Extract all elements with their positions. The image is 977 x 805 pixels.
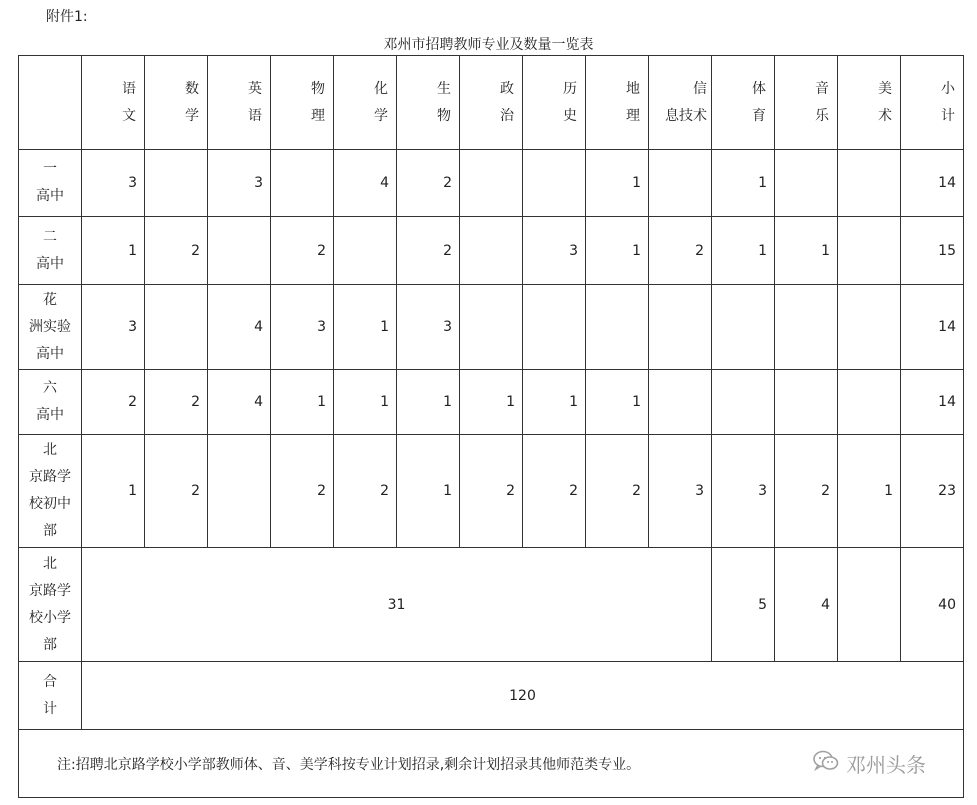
table-cell: 2 (145, 217, 208, 285)
table-cell (838, 150, 901, 217)
table-cell (523, 150, 586, 217)
table-cell (460, 217, 523, 285)
total-row (19, 662, 964, 730)
table-cell: 3 (397, 285, 460, 370)
table-cell: 2 (775, 435, 838, 548)
table-cell: 14 (901, 370, 964, 435)
table-cell: 40 (901, 548, 964, 662)
header-cell: 音 乐 (775, 56, 838, 150)
row-label: 花 洲实验 高中 (19, 285, 82, 370)
table-cell: 2 (460, 435, 523, 548)
table-cell (838, 370, 901, 435)
table-title: 邓州市招聘教师专业及数量一览表 (383, 37, 594, 53)
table-cell (649, 150, 712, 217)
table-cell: 15 (901, 217, 964, 285)
table-cell: 2 (397, 150, 460, 217)
table-cell: 2 (523, 435, 586, 548)
table-cell: 3 (208, 150, 271, 217)
table-cell: 1 (334, 285, 397, 370)
table-cell (460, 150, 523, 217)
table-cell: 4 (208, 285, 271, 370)
header-cell: 物 理 (271, 56, 334, 150)
table-cell: 14 (901, 150, 964, 217)
table-cell: 14 (901, 285, 964, 370)
table-cell: 4 (334, 150, 397, 217)
row-label: 北 京路学 校初中 部 (19, 435, 82, 548)
table-cell (586, 285, 649, 370)
table-cell (523, 285, 586, 370)
table-row (19, 285, 964, 370)
table-cell: 2 (271, 435, 334, 548)
table-cell (775, 370, 838, 435)
table-row (19, 370, 964, 435)
table-cell: 23 (901, 435, 964, 548)
table-cell (838, 285, 901, 370)
table-cell: 3 (82, 150, 145, 217)
header-cell: 英 语 (208, 56, 271, 150)
table-cell (208, 435, 271, 548)
table-cell: 2 (82, 370, 145, 435)
header-cell: 美 术 (838, 56, 901, 150)
header-cell: 语 文 (82, 56, 145, 150)
table-cell: 2 (397, 217, 460, 285)
table-cell: 1 (334, 370, 397, 435)
table-cell: 3 (712, 435, 775, 548)
table-cell: 1 (586, 370, 649, 435)
table-cell: 1 (397, 435, 460, 548)
header-cell: 信 息技术 (649, 56, 712, 150)
row-label: 二 高中 (19, 217, 82, 285)
row-label: 一 高中 (19, 150, 82, 217)
table-cell (838, 217, 901, 285)
table-cell: 1 (397, 370, 460, 435)
table-cell (712, 370, 775, 435)
total-cell: 120 (82, 662, 964, 730)
header-row (19, 56, 964, 150)
table-cell (208, 217, 271, 285)
table-cell: 2 (145, 435, 208, 548)
header-cell: 生 物 (397, 56, 460, 150)
row-label: 北 京路学 校小学 部 (19, 548, 82, 662)
table-cell (775, 285, 838, 370)
table-cell: 1 (82, 435, 145, 548)
attachment-label: 附件1: (46, 9, 88, 25)
table-cell: 3 (523, 217, 586, 285)
row-label: 六 高中 (19, 370, 82, 435)
table-cell (838, 548, 901, 662)
table-cell (460, 285, 523, 370)
recruitment-table (18, 55, 964, 798)
table-cell: 1 (271, 370, 334, 435)
table-cell: 2 (145, 370, 208, 435)
header-cell: 体 育 (712, 56, 775, 150)
table-cell: 5 (712, 548, 775, 662)
table-cell: 3 (271, 285, 334, 370)
table-row (19, 548, 964, 662)
table-cell (649, 370, 712, 435)
header-cell: 历 史 (523, 56, 586, 150)
table-cell: 1 (82, 217, 145, 285)
wechat-icon (812, 749, 846, 778)
table-cell: 2 (649, 217, 712, 285)
header-cell: 地 理 (586, 56, 649, 150)
table-cell (649, 285, 712, 370)
note-text: 注:招聘北京路学校小学部教师体、音、美学科按专业计划招录,剩余计划招录其他师范类专业。 (19, 730, 964, 798)
header-cell: 政 治 (460, 56, 523, 150)
table-cell: 3 (82, 285, 145, 370)
table-cell: 1 (586, 217, 649, 285)
table-cell (712, 285, 775, 370)
table-cell: 1 (712, 150, 775, 217)
table-row (19, 150, 964, 217)
table-cell (775, 150, 838, 217)
table-cell: 1 (586, 150, 649, 217)
header-cell: 化 学 (334, 56, 397, 150)
table-cell: 2 (586, 435, 649, 548)
table-row (19, 435, 964, 548)
table-cell: 4 (208, 370, 271, 435)
watermark-text: 邓州头条 (846, 753, 926, 777)
table-cell (145, 150, 208, 217)
watermark (812, 749, 926, 778)
header-cell: 小 计 (901, 56, 964, 150)
table-cell: 1 (712, 217, 775, 285)
header-cell: 数 学 (145, 56, 208, 150)
table-row (19, 217, 964, 285)
table-cell: 1 (838, 435, 901, 548)
table-cell: 4 (775, 548, 838, 662)
row-label: 合 计 (19, 662, 82, 730)
corner-cell (19, 56, 82, 150)
table-cell: 1 (775, 217, 838, 285)
table-cell: 3 (649, 435, 712, 548)
table-cell: 2 (334, 435, 397, 548)
table-cell (334, 217, 397, 285)
table-cell: 1 (523, 370, 586, 435)
merged-subjects-cell: 31 (82, 548, 712, 662)
table-cell (145, 285, 208, 370)
table-cell (271, 150, 334, 217)
table-cell: 2 (271, 217, 334, 285)
table-cell: 1 (460, 370, 523, 435)
